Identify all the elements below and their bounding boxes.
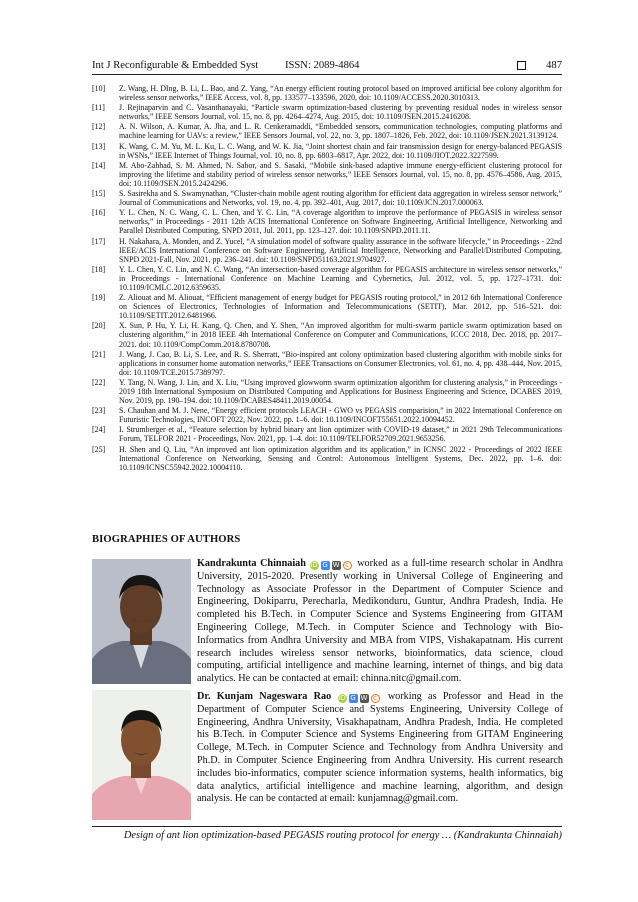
scopus-icon[interactable]: c xyxy=(343,561,352,570)
orcid-icon[interactable]: iD xyxy=(338,694,346,702)
reference-item xyxy=(92,237,562,264)
google-scholar-icon[interactable]: G xyxy=(322,561,328,569)
reference-text: M. Abo-Zahhad, S. M. Ahmed, N. Sabor, and S. Sasaki, “Mobile sink-based adaptive immune energy-efficient clustering protocol for improving the lifetime and stability period of wireless sensor networks,” IEEE Sensors Journal, vol. 15, no. 8, pp. 4576–4586, Aug. 2015, doi: 10.1109/JSEN.2015.2424296. xyxy=(119,160,562,188)
reference-number: [15] xyxy=(92,189,106,199)
author-portrait-image xyxy=(92,690,191,820)
reference-item xyxy=(92,350,562,377)
reference-number: [18] xyxy=(92,264,106,274)
reference-text: H. Shen and Q. Liu, “An improved ant lion optimization algorithm and its application,” in ICNSC 2022 - Proceedings of 2022 IEEE International Conference on Networking, Sensing and Control: Autonomous Intelligent Systems, Dec. 2022, pp. 1–6. doi: 10.1109/ICNSC55942.2022.10004110. xyxy=(119,444,562,472)
reference-text: Z. Wang, H. DIng, B. Li, L. Bao, and Z. Yang, “An energy efficient routing protocol based on improved artificial bee colony algorithm for wireless sensor networks,” IEEE Access, vol. 8, pp. 133577–133596, 2020, doi: 10.1109/ACCESS.2020.3010313. xyxy=(119,84,562,103)
author-name: Dr. Kunjam Nageswara Rao xyxy=(197,691,332,702)
reference-number: [11] xyxy=(92,103,105,113)
journal-name: Int J Reconfigurable & Embedded Syst xyxy=(92,60,259,71)
reference-item xyxy=(92,445,562,472)
reference-item xyxy=(92,103,562,121)
web-of-science-icon[interactable]: W xyxy=(332,561,340,569)
reference-item xyxy=(92,208,562,235)
reference-text: H. Nakahara, A. Monden, and Z. Yucel, “A simulation model of software quality assurance in the software lifecycle,” in Proceedings - 22nd IEEE/ACIS International Conference on Software Engineering, Artificial Intelligence, Networking and Parallel/Distributed Computing, SNPD 2021-Fall, Nov. 2021, pp. 236–241. doi: 10.1109/SNPD51163.2021.9704927. xyxy=(119,236,562,264)
profile-icons xyxy=(338,691,388,702)
reference-number: [14] xyxy=(92,160,106,170)
issn: ISSN: 2089-4864 xyxy=(285,60,360,71)
checkbox-square-icon xyxy=(517,61,526,70)
reference-text: Y. L. Chen, Y. C. Lin, and N. C. Wang, “An intersection-based coverage algorithm for PEGASIS architecture in wireless sensor networks,” in Proceedings - International Conference on Machine Learning and Cybernetics, Jul. 2012, vol. 5, pp. 1727–1731. doi: 10.1109/ICMLC.2012.6359635. xyxy=(119,264,562,292)
author-photo-chinnaiah xyxy=(92,559,191,684)
page-header xyxy=(92,54,562,75)
reference-item xyxy=(92,321,562,348)
web-of-science-icon[interactable]: W xyxy=(360,694,368,702)
reference-list xyxy=(92,84,562,473)
reference-text: Y. Tang, N. Wang, J. Lin, and X. Liu, “Using improved glowworm swarm optimization algorithm for clustering analysis,” in Proceedings - 2019 18th International Symposium on Distributed Computing and Applications for Business Engineering and Science, DCABES 2019, Nov. 2019, pp. 190–194. doi: 10.1109/DCABES48411.2019.00054. xyxy=(119,377,562,406)
biographies-heading: BIOGRAPHIES OF AUTHORS xyxy=(92,534,241,545)
reference-text: K. Wang, C. M. Yu, M. L. Ku, L. C. Wang, and W. K. Jia, “Joint shortest chain and fair transmission design for energy-balanced PEGASIS in WSNs,” IEEE Internet of Things Journal, vol. 10, no. 8, pp. 6803–6817, Apr. 2022, doi: 10.1109/JIOT.2022.3227599. xyxy=(119,141,562,160)
reference-item xyxy=(92,189,562,207)
orcid-icon[interactable]: iD xyxy=(310,561,318,569)
reference-number: [22] xyxy=(92,377,106,387)
profile-icons xyxy=(310,558,358,569)
reference-item xyxy=(92,161,562,188)
page-number: 487 xyxy=(546,60,562,71)
reference-number: [21] xyxy=(92,349,106,359)
reference-number: [24] xyxy=(92,425,106,435)
reference-number: [25] xyxy=(92,444,106,454)
reference-text: Y. L. Chen, N. C. Wang, C. L. Chen, and Y. C. Lin, “A coverage algorithm to improve the performance of PEGASIS in wireless sensor networks,” in Proceedings - 2011 12th ACIS International Conference on Software Engineering, Artificial Intelligence, Networking and Parallel Distributed Computing, SNPD 2011, Jul. 2011, pp. 123–127. doi: 10.1109/SNPD.2011.11. xyxy=(119,208,562,236)
reference-text: S. Chauhan and M. J. Nene, “Energy efficient protocols LEACH - GWO vs PEGASIS comparision,” in 2022 International Conference on Futuristic Technologies, INCOFT 2022, Nov. 2022, pp. 1–6. doi: 10.1109/INCOFT55651.2022.10094452. xyxy=(119,406,562,425)
author-bio-text: worked as a full-time research scholar in Andhra University, 2015-2020. Presently working in Universal College of Engineering and Technology as Associate Professor in the Department of Computer Science and Engineering, Dokiparru, Perecharla, Medikonduru, Guntur, Andhra Pradesh, India. He completed his B.Tech. in Computer Science and Systems Engineering from GITAM Engineering College, M.Tech. in Computer Science and Technology with Bio-Informatics from Andhra University and MBA from VIPS, Vishakapatnam. His current research includes wireless sensor networks, bioinformatics, data science, cloud computing, artificial intelligence and machine learning, internet of things, and big data analytics. He can be contacted at email: chinna.nitc@gmail.com. xyxy=(197,558,563,685)
author-portrait-image xyxy=(92,559,191,684)
author-photo-rao xyxy=(92,690,191,820)
author-bio-text: working as Professor and Head in the Department of Computer Science and Systems Engineering, University College of Engineering, Andhra University, Visakhapatnam, Andhra Pradesh, India. He completed his B.Tech. in Computer Science and Systems Engineering from GITAM Engineering College, M.Tech. in Computer Science and Technology from Andhra University and Ph.D. in Computer Science Engineering from Andhra University. His current research includes bio-informatics, computer science information systems, health informatics, big data analytics, artificial intelligence and machine learning, algorithm, and design analysis. He can be contacted at email: kunjamnag@gmail.com. xyxy=(197,691,564,805)
reference-item xyxy=(92,84,562,102)
author-bio-rao xyxy=(197,691,563,806)
reference-number: [23] xyxy=(92,406,106,416)
reference-item xyxy=(92,378,562,405)
author-name: Kandrakunta Chinnaiah xyxy=(197,558,306,569)
reference-item xyxy=(92,406,562,424)
page-footer: Design of ant lion optimization-based PEGASIS routing protocol for energy … (Kandrakunta Chinnaiah) xyxy=(123,830,562,841)
reference-item xyxy=(92,142,562,160)
reference-item xyxy=(92,122,562,140)
reference-item xyxy=(92,425,562,443)
google-scholar-icon[interactable]: G xyxy=(350,694,356,702)
reference-text: J. Rejinaparvin and C. Vasanthanayaki, “Particle swarm optimization-based clustering by preventing residual nodes in wireless sensor networks,” IEEE Sensors Journal, vol. 15, no. 8, pp. 4264–4274, Aug. 2015, doi: 10.1109/JSEN.2015.2416208. xyxy=(119,103,562,122)
reference-text: S. Sasirekha and S. Swamynathan, “Cluster-chain mobile agent routing algorithm for efficient data aggregation in wireless sensor network,” Journal of Communications and Networks, vol. 19, no. 4, pp. 392–401, Aug. 2017, doi: 10.1109/JCN.2017.000063. xyxy=(119,189,562,208)
author-bio-chinnaiah xyxy=(197,558,563,686)
reference-number: [12] xyxy=(92,122,106,132)
reference-text: Z. Aliouat and M. Aliouat, “Efficient management of energy budget for PEGASIS routing protocol,” in 2012 6th International Conference on Sciences of Electronics, Technologies of Information and Telecommunications (SETIT), Mar. 2012, pp. 516–521. doi: 10.1109/SETIT.2012.6481966. xyxy=(119,293,562,321)
reference-number: [13] xyxy=(92,141,106,151)
reference-item xyxy=(92,265,562,292)
reference-number: [19] xyxy=(92,293,106,303)
reference-number: [16] xyxy=(92,208,106,218)
reference-item xyxy=(92,293,562,320)
reference-number: [17] xyxy=(92,236,106,246)
reference-text: A. N. Wilson, A. Kumar, A. Jha, and L. R. Cenkeramaddi, “Embedded sensors, communication technologies, computing platforms and machine learning for UAVs: a review,” IEEE Sensors Journal, vol. 22, no. 3, pp. 1807–1826, Feb. 2022, doi: 10.1109/JSEN.2021.3139124. xyxy=(119,122,562,141)
scopus-icon[interactable]: c xyxy=(371,694,380,703)
reference-number: [10] xyxy=(92,84,106,93)
footer-divider xyxy=(92,826,562,827)
reference-text: X. Sun, P. Hu, Y. Li, H. Kang, Q. Chen, and Y. Shen, “An improved algorithm for multi-swarm particle swarm optimization based on clustering algorithm,” in 2018 IEEE 4th International Conference on Computer and Communications, ICCC 2018, Dec. 2018, pp. 2017–2021. doi: 10.1109/CompComm.2018.8780708. xyxy=(119,321,562,349)
reference-text: I. Strumberger et al., “Feature selection by hybrid binary ant lion optimizer with COVID-19 dataset,” in 2021 29th Telecommunications Forum, TELFOR 2021 - Proceedings, Nov. 2021, pp. 1–4. doi: 10.1109/TELFOR52709.2021.9653256. xyxy=(119,425,562,444)
reference-number: [20] xyxy=(92,321,106,331)
reference-text: J. Wang, J. Cao, B. Li, S. Lee, and R. S. Sherratt, “Bio-inspired ant colony optimization based clustering algorithm with mobile sinks for applications in consumer home automation networks,” IEEE Transactions on Consumer Electronics, vol. 61, no. 4, pp. 438–444, Nov. 2015, doi: 10.1109/TCE.2015.7389797. xyxy=(119,349,562,377)
